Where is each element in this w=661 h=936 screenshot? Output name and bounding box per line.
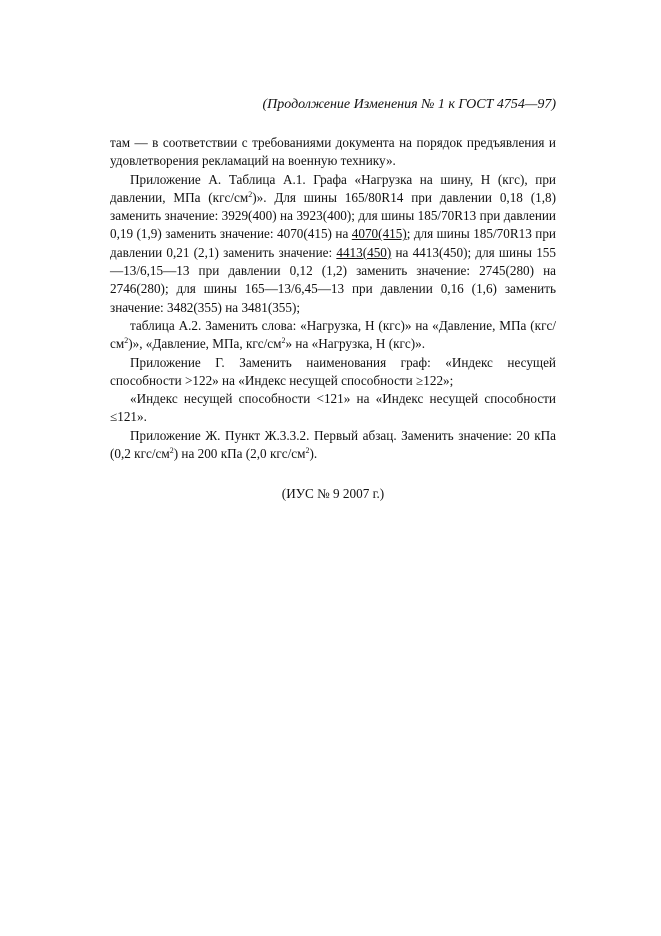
text-run: ) на 200 кПа (2,0 кгс/см	[173, 446, 306, 462]
superscript: 2	[124, 336, 129, 346]
superscript: 2	[169, 446, 174, 456]
text-run: ).	[309, 446, 318, 462]
paragraph-table-a2	[110, 317, 556, 354]
text-run: Приложение А. Таблица А.1. Графа «Нагрузка на шину, Н (кгс), при давлении, МПа (кгс/см	[110, 171, 556, 205]
paragraph-appendix-g: Приложение Г. Заменить наименования граф: «Индекс несущей способности >122» на «Индекс несущей способности ≥122»;	[110, 354, 556, 388]
text-run: на 4413(450); для шины 155—13/6,15—13 при давлении 0,12 (1,2) заменить значение: 2745(280) на 2746(280); для шины 165—13/6,45—13 при давлении 0,16 (1,6) заменить значение: 3482(355) на 3481(355);	[110, 244, 556, 315]
document-page	[110, 96, 556, 517]
text-run: ; для шины 185/70R13 при давлении 0,21 (2,1) заменить значение:	[110, 226, 556, 260]
source-footer: (ИУС № 9 2007 г.)	[281, 486, 385, 502]
underlined-value: 4413(450)	[336, 244, 392, 260]
text-run: )». Для шины 165/80R14 при давлении 0,18 (1,8) заменить значение: 3929(400) на 3923(400); для шины 185/70R13 при давлении 0,19 (1,9) заменить значение: 4070(415) на	[110, 189, 556, 242]
superscript: 2	[281, 336, 286, 346]
superscript: 2	[305, 446, 310, 456]
paragraph-appendix-a-table-a1	[110, 171, 556, 317]
text-run: Приложение Ж. Пункт Ж.3.3.2. Первый абзац. Заменить значение: 20 кПа (0,2 кгс/см	[110, 427, 556, 462]
text-run: » на «Нагрузка, Н (кгс)».	[285, 336, 426, 352]
continuation-header: (Продолжение Изменения № 1 к ГОСТ 4754—97)	[262, 97, 556, 112]
underlined-value: 4070(415)	[351, 226, 407, 242]
paragraph-index-121: «Индекс несущей способности <121» на «Индекс несущей способности ≤121».	[110, 391, 556, 425]
paragraph-military-claims: там — в соответствии с требованиями документа на порядок предъявления и удовлетворения рекламаций на военную технику».	[110, 135, 556, 169]
superscript: 2	[248, 189, 253, 199]
text-run: таблица А.2. Заменить слова: «Нагрузка, Н (кгс)» на «Давление, МПа (кгс/см	[110, 317, 556, 352]
text-run: )», «Давление, МПа, кгс/см	[128, 336, 282, 352]
paragraph-appendix-zh	[110, 427, 556, 464]
